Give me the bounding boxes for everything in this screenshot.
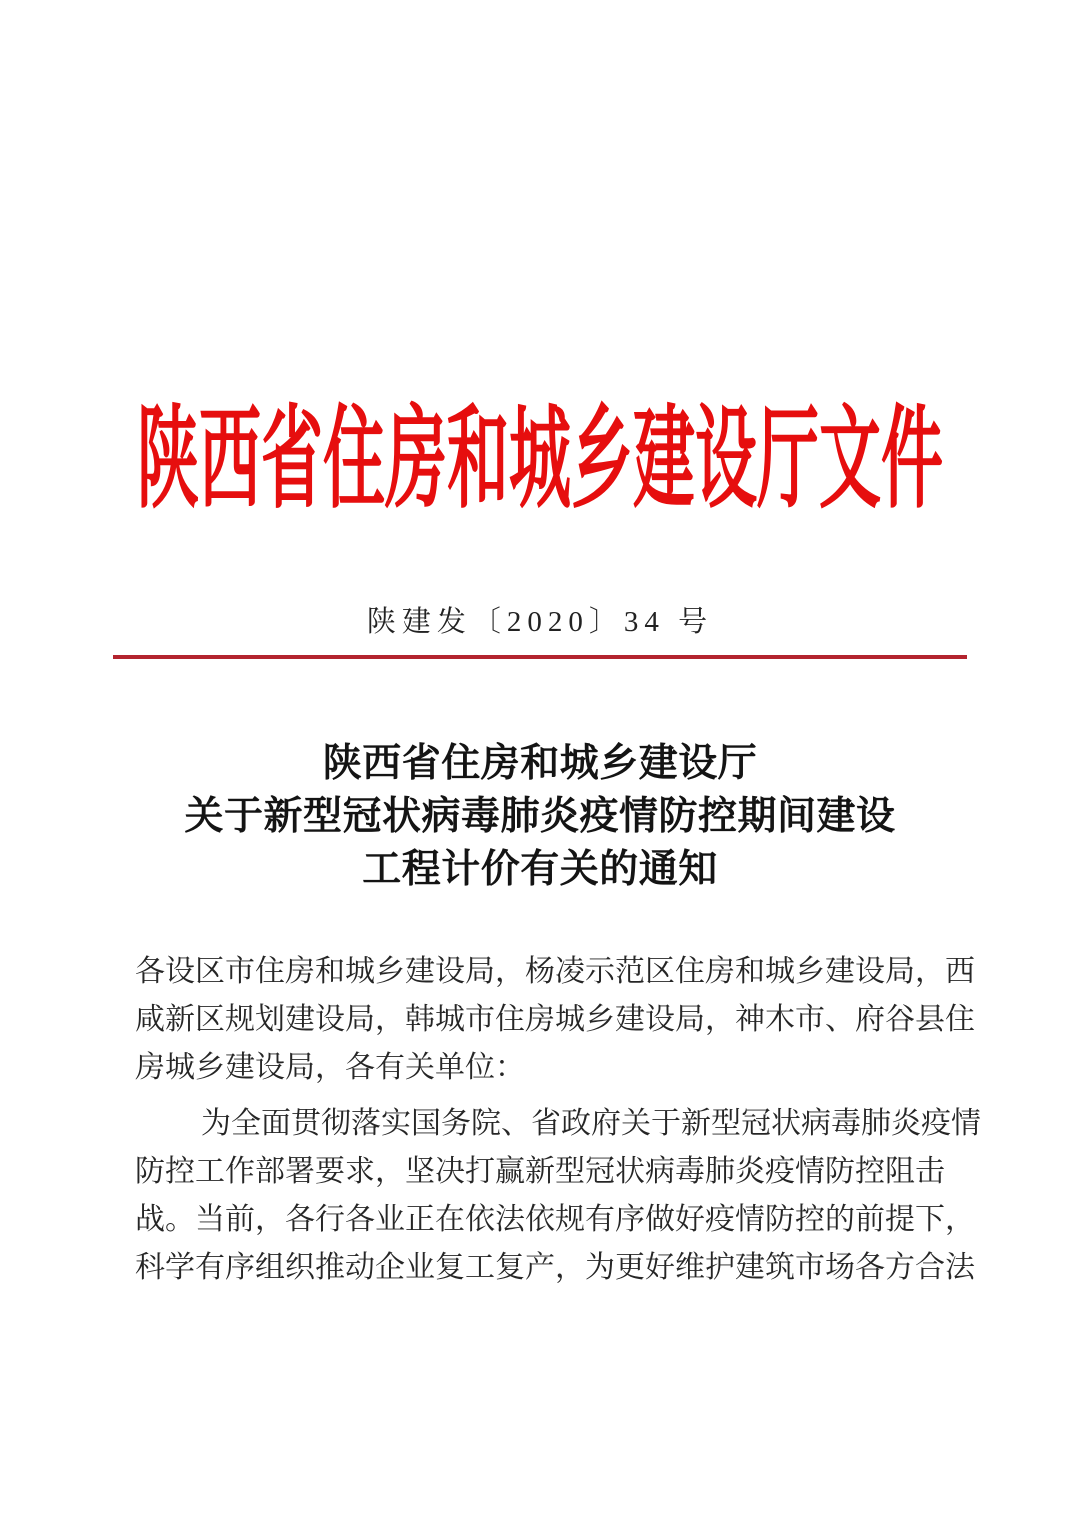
intro-line-4: 科学有序组织推动企业复工复产，为更好维护建筑市场各方合法 <box>135 1251 975 1284</box>
notice-title <box>0 737 1080 896</box>
intro-line-3: 战。当前，各行各业正在依法依规有序做好疫情防控的前提下， <box>135 1203 975 1236</box>
notice-title-line-2: 关于新型冠状病毒肺炎疫情防控期间建设 <box>184 795 896 838</box>
document-body <box>135 948 981 1292</box>
recipients-line-2: 咸新区规划建设局，韩城市住房城乡建设局，神木市、府谷县住 <box>135 1003 975 1036</box>
notice-title-line-1: 陕西省住房和城乡建设厅 <box>322 742 758 785</box>
recipients-line-3: 房城乡建设局，各有关单位： <box>135 1051 525 1084</box>
notice-title-line-3: 工程计价有关的通知 <box>362 848 718 891</box>
red-divider-line <box>113 655 967 659</box>
document-reference-number: 陕建发〔2020〕34 号 <box>366 606 714 638</box>
intro-paragraph <box>135 1100 981 1292</box>
recipients-paragraph <box>135 948 975 1092</box>
recipients-line-1: 各设区市住房和城乡建设局，杨凌示范区住房和城乡建设局，西 <box>135 955 975 988</box>
intro-line-1: 为全面贯彻落实国务院、省政府关于新型冠状病毒肺炎疫情 <box>201 1107 981 1140</box>
intro-line-2: 防控工作部署要求，坚决打赢新型冠状病毒肺炎疫情防控阻击 <box>135 1155 945 1188</box>
agency-masthead-title: 陕西省住房和城乡建设厅文件 <box>136 399 943 522</box>
